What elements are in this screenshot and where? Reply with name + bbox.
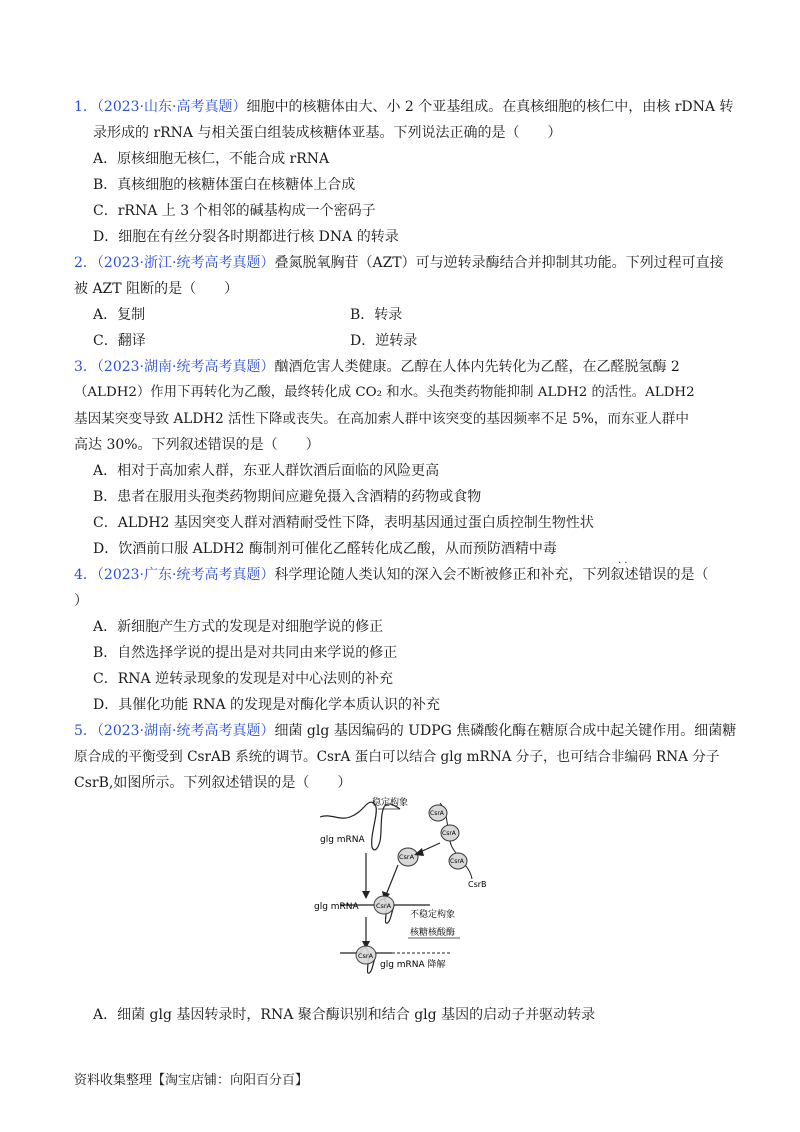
- label-unstable: 不稳定构象: [410, 910, 456, 920]
- label-csra-bound: CsrA: [376, 902, 392, 910]
- label-csra-free: CsrA: [399, 853, 415, 861]
- label-stable: 稳定构象: [372, 798, 409, 808]
- q5-number: 5．: [74, 723, 97, 739]
- q1-option-a: A．原核细胞无核仁，不能合成 rRNA: [93, 151, 330, 167]
- q4-option-d: D．具催化功能 RNA 的发现是对酶化学本质认识的补充: [93, 697, 441, 713]
- q5-stem-3: CsrB,如图所示。下列叙述错误的是（ ）: [74, 775, 352, 791]
- q1-option-c: C．rRNA 上 3 个相邻的碱基构成一个密码子: [93, 203, 376, 219]
- q4-option-b: B．自然选择学说的提出是对共同由来学说的修正: [93, 645, 398, 661]
- q4-line1: [74, 565, 708, 585]
- q1-line1: [74, 97, 733, 117]
- label-csra-2: CsrA: [442, 830, 456, 837]
- label-degrade: glg mRNA 降解: [380, 960, 446, 970]
- q3-stem-4: 高达 30%。下列叙述错误的是（ ）: [74, 437, 320, 453]
- q2-option-a: A．复制: [93, 307, 146, 323]
- q3-option-b: B．患者在服用头孢类药物期间应避免摄入含酒精的药物或食物: [93, 489, 482, 505]
- q4-stem-2: ）: [74, 593, 88, 609]
- q2-option-c: C．翻译: [93, 333, 146, 349]
- label-csrb: CsrB: [468, 880, 487, 889]
- q3-source: （2023·湖南·统考高考真题）: [96, 359, 275, 375]
- q3-stem-1: 酗酒危害人类健康。乙醇在人体内先转化为乙醛，在乙醛脱氢酶 2: [274, 359, 680, 375]
- q1-option-d: D．细胞在有丝分裂各时期都进行核 DNA 的转录: [93, 229, 399, 245]
- q3-number: 3．: [74, 359, 97, 375]
- q3-option-a: A．相对于高加索人群，东亚人群饮酒后面临的风险更高: [93, 463, 440, 479]
- label-csra-1: CsrA: [430, 810, 444, 817]
- q4-option-a: A．新细胞产生方式的发现是对细胞学说的修正: [93, 619, 384, 635]
- q4-option-c: C．RNA 逆转录现象的发现是对中心法则的补充: [93, 671, 394, 687]
- q2-line1: [74, 253, 724, 273]
- footer-note: 资料收集整理【淘宝店铺：向阳百分百】: [74, 1073, 309, 1088]
- label-csra-3: CsrA: [450, 858, 464, 865]
- q3-stem-2: （ALDH2）作用下再转化为乙酸，最终转化成 CO₂ 和水。头孢类药物能抑制 ALDH2 的活性。ALDH2: [74, 385, 695, 400]
- q4-number: 4．: [74, 567, 97, 583]
- arrow-csra-to-mrna: [386, 865, 398, 895]
- q5-option-a: A．细菌 glg 基因转录时，RNA 聚合酶识别和结合 glg 基因的启动子并驱动转录: [93, 1007, 596, 1023]
- q3-option-c: C．ALDH2 基因突变人群对酒精耐受性下降，表明基因通过蛋白质控制生物性状: [93, 515, 594, 531]
- q2-stem-2: 被 AZT 阻断的是（ ）: [74, 281, 239, 297]
- q5-stem-1: 细菌 glg 基因编码的 UDPG 焦磷酸化酶在糖原合成中起关键作用。细菌糖: [274, 723, 737, 739]
- q5-stem-2: 原合成的平衡受到 CsrAB 系统的调节。CsrA 蛋白可以结合 glg mRNA 分子，也可结合非编码 RNA 分子: [74, 749, 720, 765]
- q5-line1: [74, 721, 736, 741]
- q2-option-d: D．逆转录: [350, 333, 418, 349]
- q1-stem-2: 录形成的 rRNA 与相关蛋白组装成核糖体亚基。下列说法正确的是（ ）: [93, 125, 562, 141]
- q4-stem-1: 科学理论随人类认知的深入会不断被修正和补充，下列叙述错误的是（: [274, 567, 709, 583]
- arrow-down-head: [362, 891, 370, 899]
- q1-number: 1．: [74, 99, 97, 115]
- csra-mechanism-figure: [300, 795, 500, 985]
- label-rnase: 核糖核酸酶: [410, 928, 456, 938]
- q1-option-b: B．真核细胞的核糖体蛋白在核糖体上合成: [93, 177, 356, 193]
- emphasis-dots: · ·: [618, 558, 628, 569]
- q3-option-d: D．饮酒前口服 ALDH2 酶制剂可催化乙醛转化成乙酸，从而预防酒精中毒: [93, 541, 557, 557]
- q2-stem-1: 叠氮脱氧胸苷（AZT）可与逆转录酶结合并抑制其功能。下列过程可直接: [274, 255, 724, 271]
- label-csra-degrade: CsrA: [358, 952, 374, 960]
- q3-line1: [74, 357, 680, 377]
- label-glg-mrna-mid: glg mRNA: [314, 902, 359, 912]
- q5-source: （2023·湖南·统考高考真题）: [96, 723, 275, 739]
- q2-number: 2．: [74, 255, 97, 271]
- q4-source: （2023·广东·统考高考真题）: [96, 567, 275, 583]
- q2-source: （2023·浙江·统考高考真题）: [96, 255, 275, 271]
- q2-option-b: B．转录: [350, 307, 403, 323]
- q3-stem-3: 基因某突变导致 ALDH2 活性下降或丧失。在高加索人群中该突变的基因频率不足 5%，而东亚人群中: [74, 411, 689, 427]
- q1-stem-1: 细胞中的核糖体由大、小 2 个亚基组成。在真核细胞的核仁中，由核 rDNA 转: [246, 99, 734, 115]
- label-glg-mrna-top: glg mRNA: [320, 835, 365, 845]
- q1-source: （2023·山东·高考真题）: [96, 99, 247, 115]
